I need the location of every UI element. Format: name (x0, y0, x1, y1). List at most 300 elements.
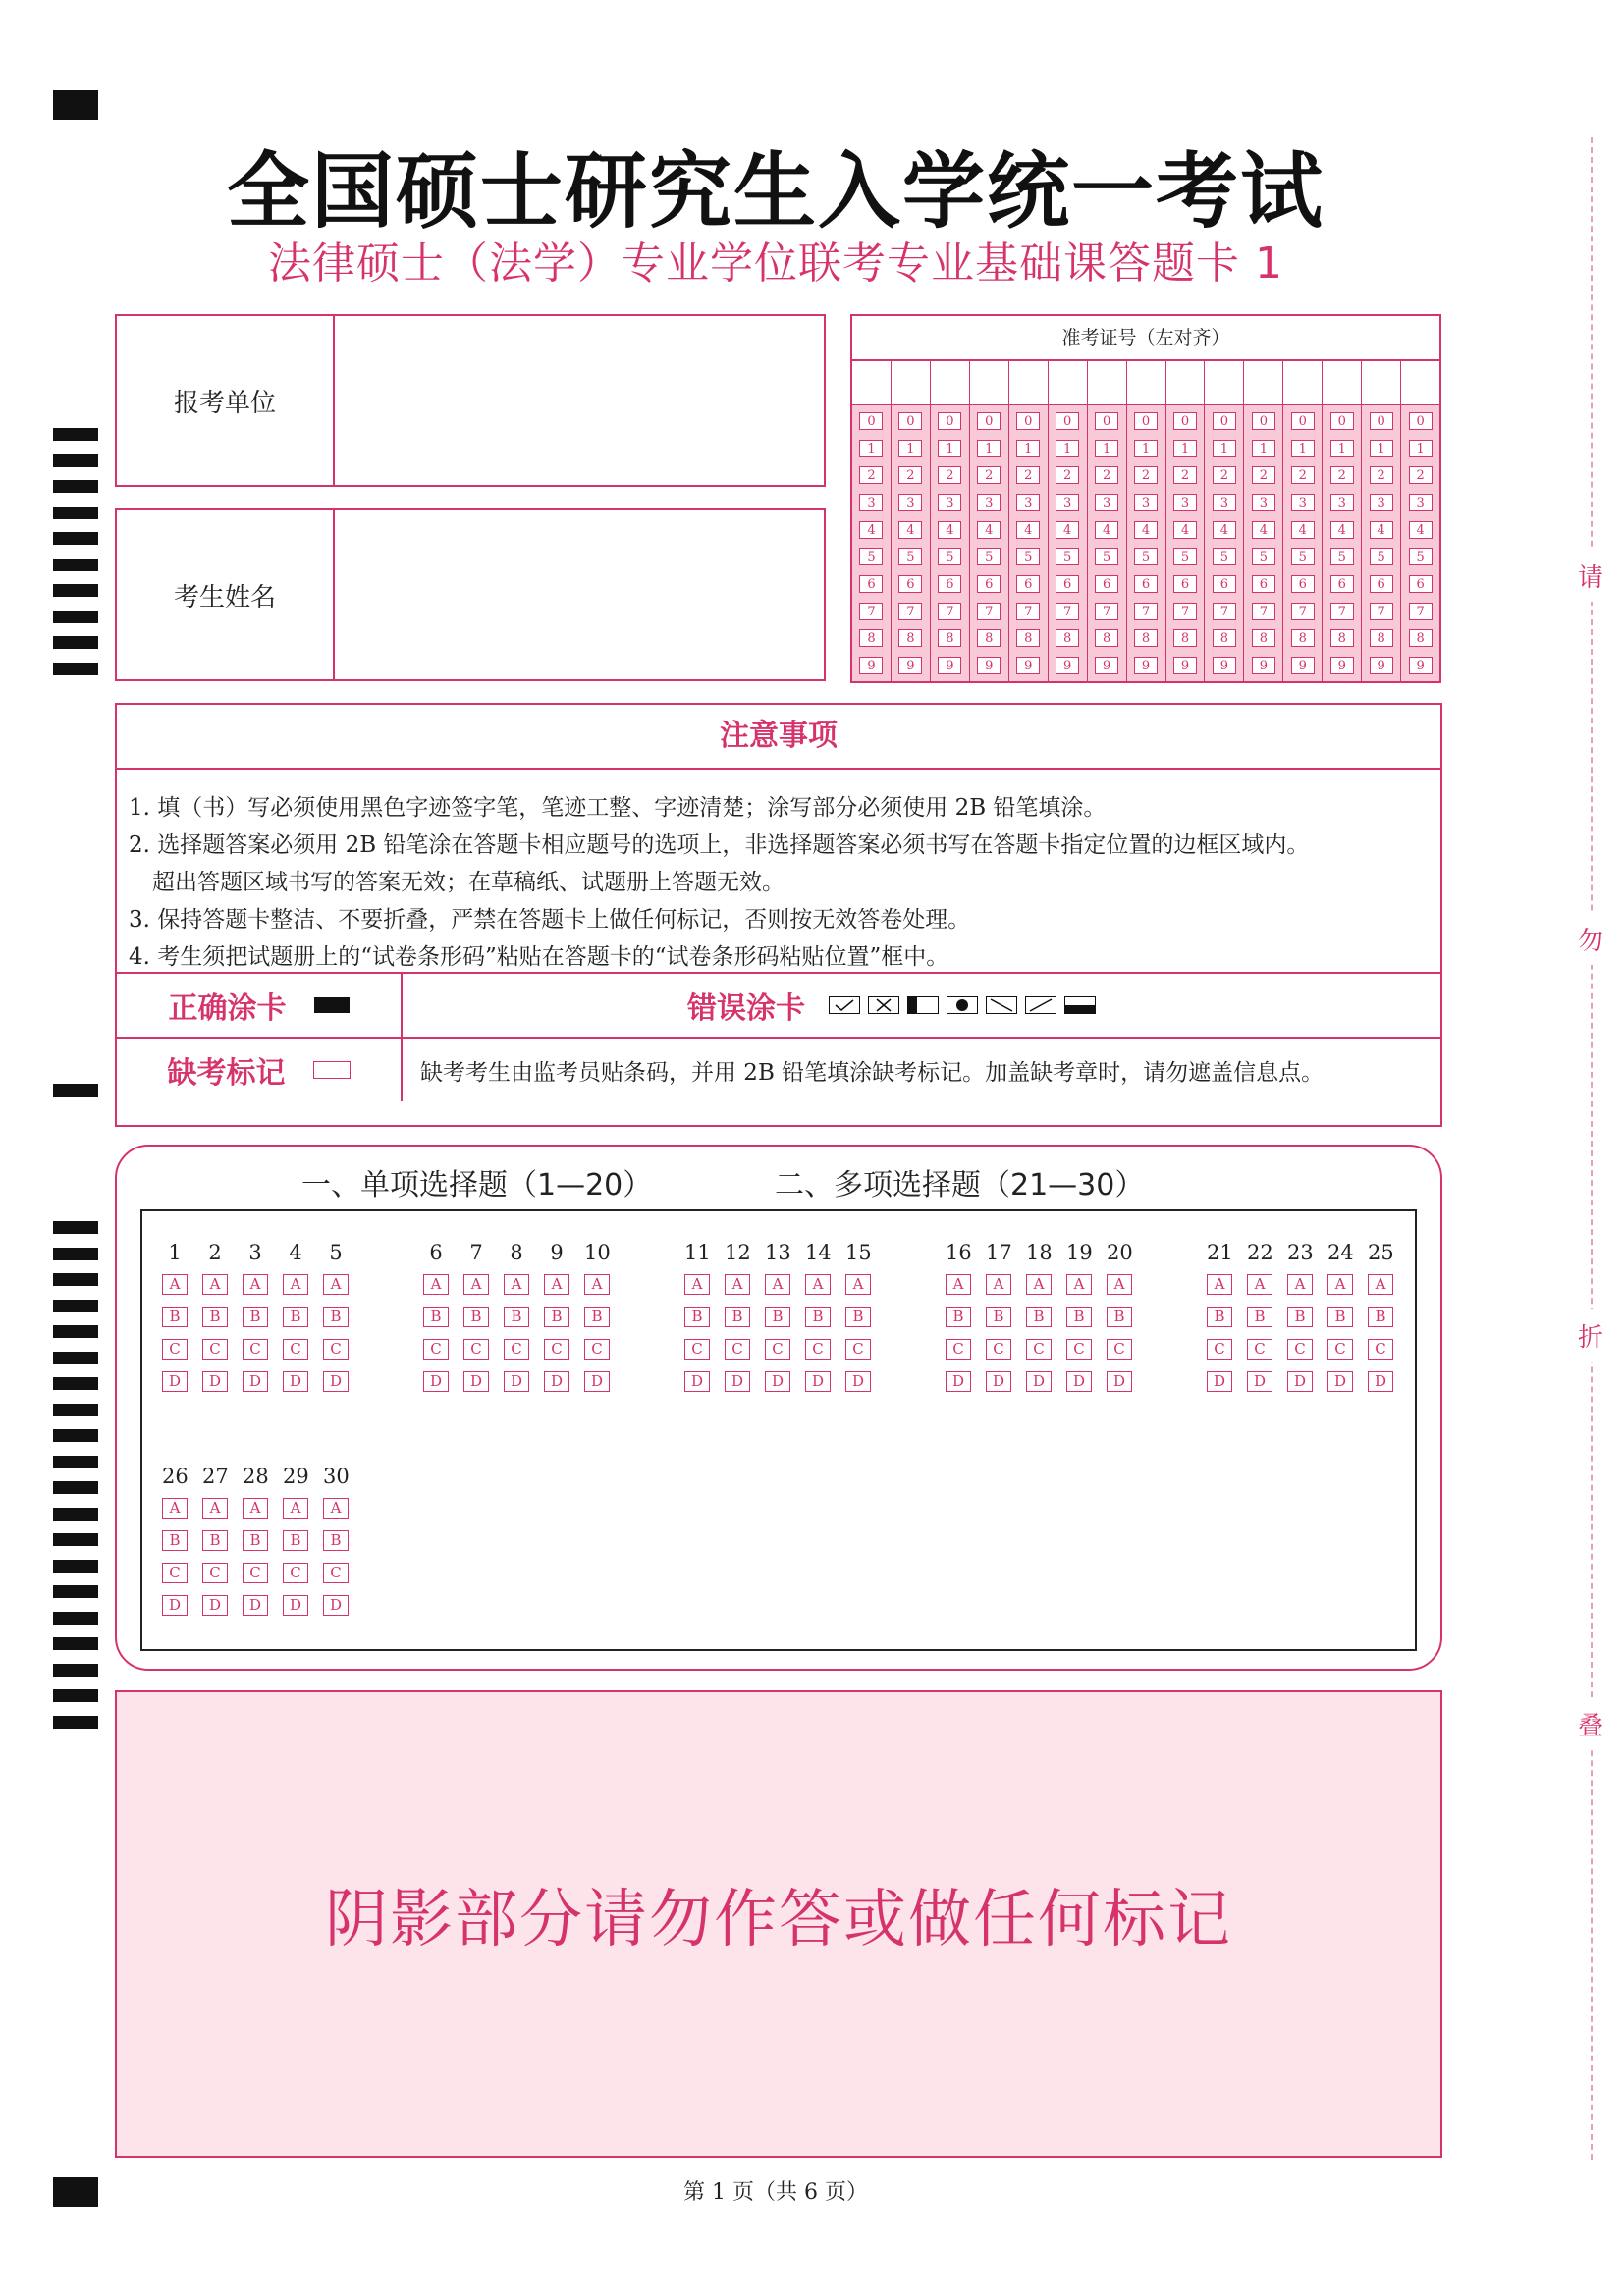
digit-bubble[interactable]: 6 (1291, 575, 1315, 593)
admission-digit-write-box[interactable] (1088, 361, 1126, 405)
answer-bubble[interactable]: D (162, 1371, 188, 1392)
answer-bubble[interactable]: B (162, 1530, 188, 1551)
digit-bubble[interactable]: 2 (859, 466, 883, 484)
answer-bubble[interactable]: C (243, 1563, 268, 1583)
digit-bubble[interactable]: 6 (1134, 575, 1158, 593)
answer-bubble[interactable]: A (283, 1498, 308, 1519)
option-row (162, 1371, 349, 1392)
digit-bubble[interactable]: 5 (1252, 548, 1275, 565)
wrong-fill-samples (829, 996, 1096, 1014)
answer-bubble[interactable]: C (323, 1339, 349, 1360)
digit-bubble[interactable]: 3 (1016, 494, 1040, 511)
answer-bubble[interactable]: D (1207, 1371, 1232, 1392)
unit-input[interactable] (335, 316, 824, 485)
digit-bubble[interactable]: 4 (898, 521, 922, 539)
answer-bubble[interactable]: D (1368, 1371, 1393, 1392)
digit-bubble[interactable]: 9 (1330, 657, 1354, 674)
answer-bubble[interactable]: D (162, 1595, 188, 1616)
digit-bubble[interactable]: 7 (859, 603, 883, 620)
answer-bubble[interactable]: B (584, 1307, 610, 1327)
digit-bubble[interactable]: 6 (1409, 575, 1433, 593)
answer-bubble[interactable]: B (1066, 1307, 1092, 1327)
digit-bubble[interactable]: 2 (1213, 466, 1236, 484)
answer-bubble[interactable]: A (504, 1274, 529, 1295)
digit-bubble[interactable]: 8 (1173, 629, 1197, 647)
digit-bubble[interactable]: 5 (977, 548, 1001, 565)
answer-bubble[interactable]: B (544, 1307, 569, 1327)
answer-bubble[interactable]: C (805, 1339, 831, 1360)
answer-bubble[interactable]: A (323, 1274, 349, 1295)
digit-bubble[interactable]: 2 (1252, 466, 1275, 484)
digit-bubble[interactable]: 1 (938, 440, 961, 457)
digit-bubble[interactable]: 8 (1213, 629, 1236, 647)
answer-bubble[interactable]: C (463, 1339, 489, 1360)
answer-bubble[interactable]: B (1327, 1307, 1353, 1327)
digit-bubble[interactable]: 0 (1370, 412, 1393, 430)
answer-bubble[interactable]: B (1207, 1307, 1232, 1327)
digit-bubble[interactable]: 0 (938, 412, 961, 430)
answer-bubble[interactable]: D (544, 1371, 569, 1392)
answer-bubble[interactable]: C (283, 1563, 308, 1583)
digit-bubble[interactable]: 9 (1016, 657, 1040, 674)
digit-bubble[interactable]: 5 (1056, 548, 1079, 565)
digit-bubble[interactable]: 7 (1016, 603, 1040, 620)
digit-bubble[interactable]: 7 (1252, 603, 1275, 620)
digit-bubble[interactable]: 6 (1370, 575, 1393, 593)
digit-bubble[interactable]: 0 (898, 412, 922, 430)
answer-bubble[interactable]: C (765, 1339, 790, 1360)
answer-bubble[interactable]: D (1066, 1371, 1092, 1392)
answer-bubble[interactable]: D (283, 1371, 308, 1392)
answer-bubble[interactable]: D (1287, 1371, 1313, 1392)
digit-bubble[interactable]: 5 (1173, 548, 1197, 565)
option-row (162, 1274, 349, 1295)
answer-bubble[interactable]: C (1287, 1339, 1313, 1360)
answer-bubble[interactable]: A (243, 1498, 268, 1519)
digit-bubble[interactable]: 1 (1056, 440, 1079, 457)
answer-bubble[interactable]: D (423, 1371, 449, 1392)
answer-bubble[interactable]: A (283, 1274, 308, 1295)
digit-bubble[interactable]: 3 (1134, 494, 1158, 511)
answer-bubble[interactable]: A (805, 1274, 831, 1295)
digit-bubble[interactable]: 1 (1173, 440, 1197, 457)
digit-bubble[interactable]: 8 (1409, 629, 1433, 647)
digit-bubble[interactable]: 4 (977, 521, 1001, 539)
answer-bubble[interactable]: A (1247, 1274, 1272, 1295)
answer-bubble[interactable]: C (684, 1339, 710, 1360)
digit-bubble[interactable]: 2 (1291, 466, 1315, 484)
answer-bubble[interactable]: C (1368, 1339, 1393, 1360)
admission-digit-write-box[interactable] (852, 361, 891, 405)
digit-bubble[interactable]: 2 (1016, 466, 1040, 484)
answer-bubble[interactable]: C (1066, 1339, 1092, 1360)
answer-bubble[interactable]: D (684, 1371, 710, 1392)
answer-bubble[interactable]: D (202, 1595, 228, 1616)
digit-bubble[interactable]: 7 (1173, 603, 1197, 620)
digit-bubble[interactable]: 5 (1409, 548, 1433, 565)
answer-bubble[interactable]: B (423, 1307, 449, 1327)
answer-bubble[interactable]: A (202, 1498, 228, 1519)
answer-bubble[interactable]: D (323, 1371, 349, 1392)
digit-bubble[interactable]: 0 (1409, 412, 1433, 430)
digit-bubble[interactable]: 7 (1291, 603, 1315, 620)
digit-bubble[interactable]: 4 (1134, 521, 1158, 539)
admission-column (1009, 361, 1049, 681)
answer-bubble[interactable]: D (283, 1595, 308, 1616)
digit-bubble[interactable]: 3 (1252, 494, 1275, 511)
answer-bubble[interactable]: C (162, 1339, 188, 1360)
digit-bubble[interactable]: 8 (898, 629, 922, 647)
digit-bubble[interactable]: 7 (1213, 603, 1236, 620)
digit-bubble[interactable]: 2 (1370, 466, 1393, 484)
answer-bubble[interactable]: A (684, 1274, 710, 1295)
digit-bubble[interactable]: 3 (1409, 494, 1433, 511)
admission-digit-write-box[interactable] (1009, 361, 1048, 405)
answer-bubble[interactable]: A (162, 1274, 188, 1295)
admission-digit-write-box[interactable] (1401, 361, 1439, 405)
answer-bubble[interactable]: C (1026, 1339, 1052, 1360)
digit-bubble[interactable]: 3 (1173, 494, 1197, 511)
digit-bubble[interactable]: 6 (1173, 575, 1197, 593)
admission-bubble-stack (1127, 405, 1165, 681)
digit-bubble[interactable]: 2 (1134, 466, 1158, 484)
digit-bubble[interactable]: 0 (977, 412, 1001, 430)
answer-bubble[interactable]: B (986, 1307, 1011, 1327)
answer-bubble[interactable]: D (584, 1371, 610, 1392)
digit-bubble[interactable]: 7 (898, 603, 922, 620)
digit-bubble[interactable]: 8 (1016, 629, 1040, 647)
digit-bubble[interactable]: 6 (1095, 575, 1118, 593)
answer-bubble[interactable]: C (845, 1339, 871, 1360)
admission-digit-write-box[interactable] (1362, 361, 1400, 405)
answer-bubble[interactable]: B (463, 1307, 489, 1327)
digit-bubble[interactable]: 9 (1213, 657, 1236, 674)
digit-bubble[interactable]: 0 (1016, 412, 1040, 430)
answer-bubble[interactable]: B (243, 1530, 268, 1551)
slash-mark-icon (1025, 996, 1056, 1014)
digit-bubble[interactable]: 1 (1409, 440, 1433, 457)
answer-bubble[interactable]: C (243, 1339, 268, 1360)
digit-bubble[interactable]: 1 (1016, 440, 1040, 457)
digit-bubble[interactable]: 2 (898, 466, 922, 484)
digit-bubble[interactable]: 5 (1134, 548, 1158, 565)
digit-bubble[interactable]: 7 (1095, 603, 1118, 620)
digit-bubble[interactable]: 1 (1095, 440, 1118, 457)
admission-digit-write-box[interactable] (1166, 361, 1205, 405)
digit-bubble[interactable]: 5 (1213, 548, 1236, 565)
digit-bubble[interactable]: 2 (1409, 466, 1433, 484)
digit-bubble[interactable]: 4 (938, 521, 961, 539)
digit-bubble[interactable]: 9 (898, 657, 922, 674)
answer-bubble[interactable]: C (725, 1339, 750, 1360)
answer-bubble[interactable]: A (162, 1498, 188, 1519)
digit-bubble[interactable]: 3 (1291, 494, 1315, 511)
digit-bubble[interactable]: 5 (1291, 548, 1315, 565)
answer-bubble[interactable]: D (986, 1371, 1011, 1392)
digit-bubble[interactable]: 9 (938, 657, 961, 674)
digit-bubble[interactable]: 2 (938, 466, 961, 484)
digit-bubble[interactable]: 9 (859, 657, 883, 674)
answer-bubble[interactable]: B (1287, 1307, 1313, 1327)
digit-bubble[interactable]: 5 (1095, 548, 1118, 565)
answer-bubble[interactable]: A (1327, 1274, 1353, 1295)
digit-bubble[interactable]: 3 (977, 494, 1001, 511)
digit-bubble[interactable]: 8 (938, 629, 961, 647)
digit-bubble[interactable]: 2 (1330, 466, 1354, 484)
digit-bubble[interactable]: 4 (1370, 521, 1393, 539)
answer-bubble[interactable]: A (845, 1274, 871, 1295)
digit-bubble[interactable]: 1 (1134, 440, 1158, 457)
answer-bubble[interactable]: B (725, 1307, 750, 1327)
digit-bubble[interactable]: 8 (1252, 629, 1275, 647)
digit-bubble[interactable]: 4 (1095, 521, 1118, 539)
answer-bubble[interactable]: A (323, 1498, 349, 1519)
digit-bubble[interactable]: 8 (1056, 629, 1079, 647)
digit-bubble[interactable]: 8 (1291, 629, 1315, 647)
cross-mark-icon (868, 996, 899, 1014)
answer-bubble[interactable]: D (805, 1371, 831, 1392)
digit-bubble[interactable]: 8 (1330, 629, 1354, 647)
digit-bubble[interactable]: 7 (1370, 603, 1393, 620)
answer-bubble[interactable]: B (1247, 1307, 1272, 1327)
digit-bubble[interactable]: 4 (1330, 521, 1354, 539)
digit-bubble[interactable]: 6 (1016, 575, 1040, 593)
answer-bubble[interactable]: A (463, 1274, 489, 1295)
digit-bubble[interactable]: 4 (1409, 521, 1433, 539)
answer-bubble[interactable]: A (946, 1274, 971, 1295)
digit-bubble[interactable]: 2 (1095, 466, 1118, 484)
answer-bubble[interactable]: C (1247, 1339, 1272, 1360)
answer-bubble[interactable]: D (243, 1595, 268, 1616)
admission-digit-write-box[interactable] (1283, 361, 1322, 405)
answer-bubble[interactable]: B (162, 1307, 188, 1327)
digit-bubble[interactable]: 7 (938, 603, 961, 620)
admission-digit-write-box[interactable] (1049, 361, 1087, 405)
answer-bubble[interactable]: A (1107, 1274, 1132, 1295)
digit-bubble[interactable]: 9 (1095, 657, 1118, 674)
digit-bubble[interactable]: 2 (1056, 466, 1079, 484)
answer-bubble[interactable]: B (765, 1307, 790, 1327)
digit-bubble[interactable]: 6 (1252, 575, 1275, 593)
digit-bubble[interactable]: 0 (1252, 412, 1275, 430)
answer-bubble[interactable]: B (202, 1530, 228, 1551)
answer-bubble[interactable]: C (162, 1563, 188, 1583)
answer-bubble[interactable]: A (1066, 1274, 1092, 1295)
digit-bubble[interactable]: 4 (1016, 521, 1040, 539)
digit-bubble[interactable]: 1 (1291, 440, 1315, 457)
answer-bubble[interactable]: D (1026, 1371, 1052, 1392)
digit-bubble[interactable]: 0 (1291, 412, 1315, 430)
digit-bubble[interactable]: 1 (898, 440, 922, 457)
answer-bubble[interactable]: B (283, 1307, 308, 1327)
answer-bubble[interactable]: D (504, 1371, 529, 1392)
admission-digit-write-box[interactable] (970, 361, 1008, 405)
digit-bubble[interactable]: 8 (859, 629, 883, 647)
answer-bubble[interactable]: D (1327, 1371, 1353, 1392)
answer-bubble[interactable]: A (202, 1274, 228, 1295)
page-subtitle: 法律硕士（法学）专业学位联考专业基础课答题卡 1 (268, 239, 1283, 289)
digit-bubble[interactable]: 8 (977, 629, 1001, 647)
digit-bubble[interactable]: 5 (938, 548, 961, 565)
digit-bubble[interactable]: 0 (859, 412, 883, 430)
question-number: 7 (469, 1241, 483, 1264)
answer-bubble[interactable]: B (1026, 1307, 1052, 1327)
digit-bubble[interactable]: 6 (859, 575, 883, 593)
digit-bubble[interactable]: 7 (977, 603, 1001, 620)
answer-bubble[interactable]: C (423, 1339, 449, 1360)
answer-bubble[interactable]: A (544, 1274, 569, 1295)
digit-bubble[interactable]: 9 (1134, 657, 1158, 674)
digit-bubble[interactable]: 6 (898, 575, 922, 593)
answer-bubble[interactable]: C (544, 1339, 569, 1360)
digit-bubble[interactable]: 1 (1370, 440, 1393, 457)
digit-bubble[interactable]: 7 (1056, 603, 1079, 620)
digit-bubble[interactable]: 3 (898, 494, 922, 511)
answer-bubble[interactable]: D (946, 1371, 971, 1392)
answer-bubble[interactable]: B (845, 1307, 871, 1327)
answer-bubble[interactable]: D (845, 1371, 871, 1392)
admission-digit-write-box[interactable] (892, 361, 930, 405)
digit-bubble[interactable]: 6 (938, 575, 961, 593)
digit-bubble[interactable]: 8 (1095, 629, 1118, 647)
answer-bubble[interactable]: C (283, 1339, 308, 1360)
digit-bubble[interactable]: 3 (1056, 494, 1079, 511)
answer-bubble[interactable]: B (1368, 1307, 1393, 1327)
digit-bubble[interactable]: 4 (1213, 521, 1236, 539)
digit-bubble[interactable]: 1 (1330, 440, 1354, 457)
answer-bubble[interactable]: D (725, 1371, 750, 1392)
digit-bubble[interactable]: 5 (859, 548, 883, 565)
digit-bubble[interactable]: 3 (1095, 494, 1118, 511)
digit-bubble[interactable]: 4 (1291, 521, 1315, 539)
answer-bubble[interactable]: D (323, 1595, 349, 1616)
digit-bubble[interactable]: 2 (1173, 466, 1197, 484)
digit-bubble[interactable]: 6 (1213, 575, 1236, 593)
digit-bubble[interactable]: 9 (1173, 657, 1197, 674)
answer-bubble[interactable]: A (1026, 1274, 1052, 1295)
answer-bubble[interactable]: B (283, 1530, 308, 1551)
answer-bubble[interactable]: D (463, 1371, 489, 1392)
absent-bubble[interactable] (313, 1061, 351, 1079)
option-row (684, 1339, 871, 1360)
answer-bubble[interactable]: A (423, 1274, 449, 1295)
digit-bubble[interactable]: 4 (1252, 521, 1275, 539)
digit-bubble[interactable]: 9 (977, 657, 1001, 674)
answer-bubble[interactable]: A (243, 1274, 268, 1295)
answer-bubble[interactable]: B (243, 1307, 268, 1327)
digit-bubble[interactable]: 5 (898, 548, 922, 565)
digit-bubble[interactable]: 5 (1370, 548, 1393, 565)
digit-bubble[interactable]: 0 (1330, 412, 1354, 430)
digit-bubble[interactable]: 8 (1370, 629, 1393, 647)
answer-bubble[interactable]: A (1207, 1274, 1232, 1295)
answer-bubble[interactable]: C (584, 1339, 610, 1360)
digit-bubble[interactable]: 0 (1056, 412, 1079, 430)
answer-bubble[interactable]: C (504, 1339, 529, 1360)
digit-bubble[interactable]: 4 (1173, 521, 1197, 539)
answer-bubble[interactable]: D (202, 1371, 228, 1392)
answer-bubble[interactable]: C (1207, 1339, 1232, 1360)
digit-bubble[interactable]: 3 (1213, 494, 1236, 511)
answer-bubble[interactable]: C (1327, 1339, 1353, 1360)
answer-bubble[interactable]: A (725, 1274, 750, 1295)
answer-bubble[interactable]: B (323, 1530, 349, 1551)
digit-bubble[interactable]: 1 (977, 440, 1001, 457)
answer-bubble[interactable]: C (986, 1339, 1011, 1360)
answer-bubble[interactable]: D (243, 1371, 268, 1392)
digit-bubble[interactable]: 9 (1409, 657, 1433, 674)
digit-bubble[interactable]: 7 (1409, 603, 1433, 620)
answer-bubble[interactable]: C (1107, 1339, 1132, 1360)
digit-bubble[interactable]: 4 (1056, 521, 1079, 539)
digit-bubble[interactable]: 3 (1330, 494, 1354, 511)
answer-bubble[interactable]: B (504, 1307, 529, 1327)
option-row (162, 1307, 349, 1327)
answer-bubble[interactable]: B (1107, 1307, 1132, 1327)
answer-bubble[interactable]: B (805, 1307, 831, 1327)
answer-bubble[interactable]: C (202, 1563, 228, 1583)
admission-digit-write-box[interactable] (1323, 361, 1361, 405)
digit-bubble[interactable]: 3 (938, 494, 961, 511)
digit-bubble[interactable]: 0 (1134, 412, 1158, 430)
name-input[interactable] (335, 510, 824, 679)
digit-bubble[interactable]: 3 (859, 494, 883, 511)
digit-bubble[interactable]: 1 (859, 440, 883, 457)
digit-bubble[interactable]: 6 (977, 575, 1001, 593)
option-row (162, 1563, 349, 1583)
digit-bubble[interactable]: 0 (1095, 412, 1118, 430)
answer-bubble[interactable]: C (323, 1563, 349, 1583)
answer-bubble[interactable]: B (323, 1307, 349, 1327)
digit-bubble[interactable]: 6 (1056, 575, 1079, 593)
digit-bubble[interactable]: 7 (1330, 603, 1354, 620)
answer-bubble[interactable]: B (946, 1307, 971, 1327)
digit-bubble[interactable]: 1 (1252, 440, 1275, 457)
answer-bubble[interactable]: D (765, 1371, 790, 1392)
digit-bubble[interactable]: 6 (1330, 575, 1354, 593)
digit-bubble[interactable]: 1 (1213, 440, 1236, 457)
digit-bubble[interactable]: 0 (1213, 412, 1236, 430)
digit-bubble[interactable]: 8 (1134, 629, 1158, 647)
admission-digit-write-box[interactable] (1205, 361, 1243, 405)
answer-bubble[interactable]: A (584, 1274, 610, 1295)
digit-bubble[interactable]: 9 (1370, 657, 1393, 674)
answer-bubble[interactable]: C (946, 1339, 971, 1360)
admission-digit-write-box[interactable] (931, 361, 969, 405)
digit-bubble[interactable]: 0 (1173, 412, 1197, 430)
answer-bubble[interactable]: B (202, 1307, 228, 1327)
digit-bubble[interactable]: 5 (1016, 548, 1040, 565)
answer-bubble[interactable]: C (202, 1339, 228, 1360)
answer-bubble[interactable]: B (684, 1307, 710, 1327)
answer-bubble[interactable]: A (1368, 1274, 1393, 1295)
digit-bubble[interactable]: 9 (1291, 657, 1315, 674)
answer-bubble[interactable]: A (986, 1274, 1011, 1295)
digit-bubble[interactable]: 9 (1056, 657, 1079, 674)
answer-bubble[interactable]: D (1247, 1371, 1272, 1392)
answer-bubble[interactable]: A (1287, 1274, 1313, 1295)
digit-bubble[interactable]: 9 (1252, 657, 1275, 674)
admission-digit-write-box[interactable] (1127, 361, 1165, 405)
admission-digit-write-box[interactable] (1244, 361, 1282, 405)
digit-bubble[interactable]: 2 (977, 466, 1001, 484)
digit-bubble[interactable]: 3 (1370, 494, 1393, 511)
digit-bubble[interactable]: 7 (1134, 603, 1158, 620)
digit-bubble[interactable]: 5 (1330, 548, 1354, 565)
answer-bubble[interactable]: D (1107, 1371, 1132, 1392)
answer-bubble[interactable]: A (765, 1274, 790, 1295)
digit-bubble[interactable]: 4 (859, 521, 883, 539)
